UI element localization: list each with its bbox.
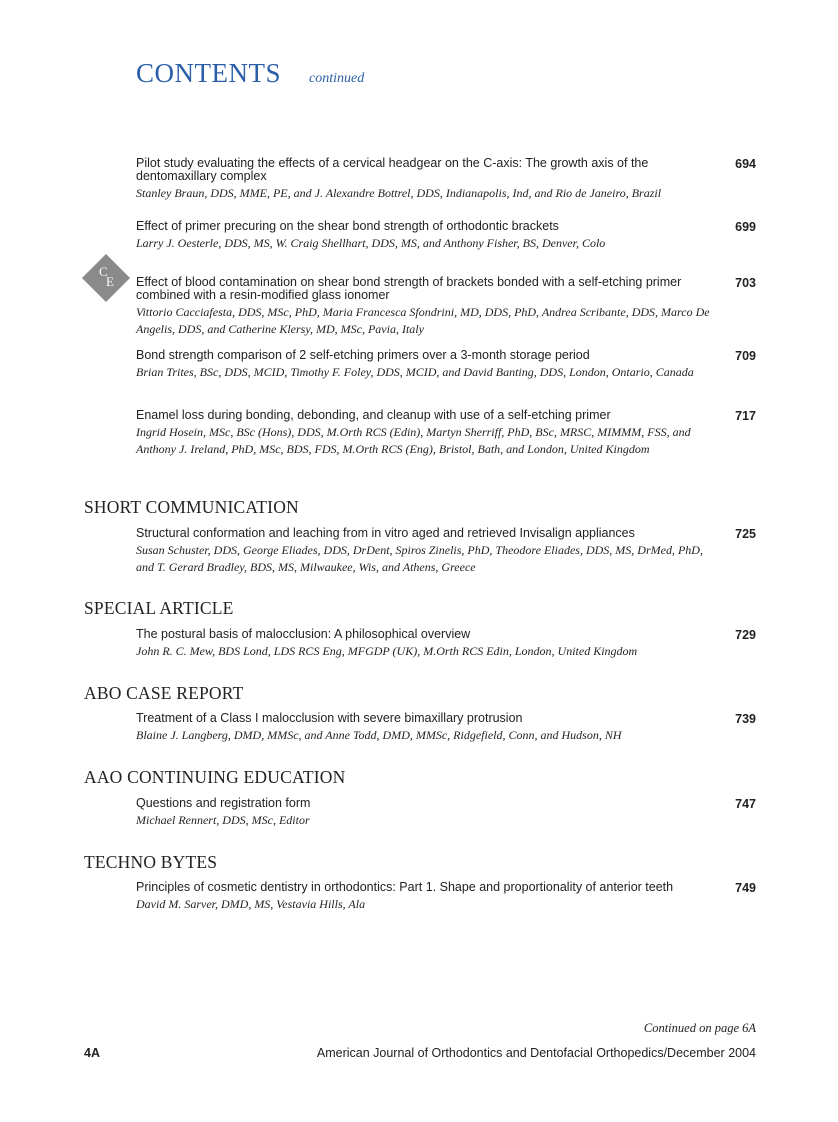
toc-entry[interactable] [136,527,756,575]
article-title[interactable]: Structural conformation and leaching from in vitro aged and retrieved Invisalign appliances [136,526,635,540]
toc-entry[interactable] [136,797,756,829]
toc-entry[interactable] [136,712,756,744]
article-title[interactable]: Questions and registration form [136,796,311,810]
continuing-education-badge-letters [89,261,123,295]
article-title[interactable]: Effect of primer precuring on the shear bond strength of orthodontic brackets [136,219,559,233]
continued-note: Continued on page 6A [643,1021,756,1035]
page-title: CONTENTS [136,58,281,88]
article-page: 694 [735,157,756,171]
section-heading: SHORT COMMUNICATION [84,497,299,517]
article-title[interactable]: Principles of cosmetic dentistry in orthodontics: Part 1. Shape and proportionality of anterior teeth [136,880,674,894]
article-authors: Brian Trites, BSc, DDS, MCID, Timothy F. Foley, DDS, MCID, and David Banting, DDS, London, Ontario, Canada [136,365,694,379]
article-authors: Susan Schuster, DDS, George Eliades, DDS, DrDent, Spiros Zinelis, PhD, Theodore Eliades, DDS, MS, DrMed, PhD, and T. Gerard Bradley, BDS, MS, Milwaukee, Wis, and Athens, Greece [136,543,703,574]
article-authors: John R. C. Mew, BDS Lond, LDS RCS Eng, MFGDP (UK), M.Orth RCS Edin, London, United Kingdom [136,644,638,658]
continued-label: continued [309,71,365,86]
article-page: 717 [735,409,756,423]
article-authors: Larry J. Oesterle, DDS, MS, W. Craig Shellhart, DDS, MS, and Anthony Fisher, BS, Denver, Colo [136,236,606,250]
section-heading: AAO CONTINUING EDUCATION [84,767,346,787]
article-title[interactable]: Pilot study evaluating the effects of a cervical headgear on the C-axis: The growth axis of the dentomaxillary complex [136,156,649,183]
page-title-row [136,58,364,89]
article-page: 729 [735,628,756,642]
section-heading: TECHNO BYTES [84,852,218,872]
toc-entry[interactable] [136,220,756,252]
toc-entry[interactable] [136,409,756,457]
article-authors: Stanley Braun, DDS, MME, PE, and J. Alexandre Bottrel, DDS, Indianapolis, Ind, and Rio de Janeiro, Brazil [136,186,662,200]
article-page: 747 [735,797,756,811]
article-title[interactable]: Bond strength comparison of 2 self-etching primers over a 3-month storage period [136,348,590,362]
article-page: 749 [735,881,756,895]
article-page: 725 [735,527,756,541]
badge-letter-e: E [106,274,114,289]
toc-entry[interactable] [136,276,756,337]
toc-entry[interactable] [136,628,756,660]
article-page: 739 [735,712,756,726]
page-number: 4A [84,1046,100,1060]
article-authors: Vittorio Cacciafesta, DDS, MSc, PhD, Maria Francesca Sfondrini, MD, DDS, PhD, Andrea Scribante, DDS, Marco De Angelis, DDS, and Catherine Klersy, MD, MSc, Pavia, Italy [136,305,710,336]
article-title[interactable]: Treatment of a Class I malocclusion with severe bimaxillary protrusion [136,711,523,725]
article-authors: Michael Rennert, DDS, MSc, Editor [136,813,310,827]
article-authors: David M. Sarver, DMD, MS, Vestavia Hills, Ala [136,897,366,911]
article-title[interactable]: Enamel loss during bonding, debonding, and cleanup with use of a self-etching primer [136,408,611,422]
toc-entry[interactable] [136,157,756,202]
section-heading: SPECIAL ARTICLE [84,598,234,618]
article-page: 699 [735,220,756,234]
article-title[interactable]: The postural basis of malocclusion: A philosophical overview [136,627,471,641]
toc-entry[interactable] [136,349,756,381]
badge-letter-c: C [99,264,108,279]
article-title[interactable]: Effect of blood contamination on shear bond strength of brackets bonded with a self-etching primer combined with a resin-modified glass ionomer [136,275,682,302]
article-authors: Blaine J. Langberg, DMD, MMSc, and Anne Todd, DMD, MMSc, Ridgefield, Conn, and Hudson, NH [136,728,622,742]
article-authors: Ingrid Hosein, MSc, BSc (Hons), DDS, M.Orth RCS (Edin), Martyn Sherriff, PhD, BSc, MRSC, MIMMM, FSS, and Anthony J. Ireland, PhD, MSc, BDS, FDS, M.Orth RCS (Eng), Bristol, Bath, and London, United Kingdom [136,425,691,456]
section-heading: ABO CASE REPORT [84,683,244,703]
article-page: 709 [735,349,756,363]
article-page: 703 [735,276,756,290]
journal-footer: American Journal of Orthodontics and Dentofacial Orthopedics/December 2004 [316,1046,756,1060]
toc-entry[interactable] [136,881,756,913]
